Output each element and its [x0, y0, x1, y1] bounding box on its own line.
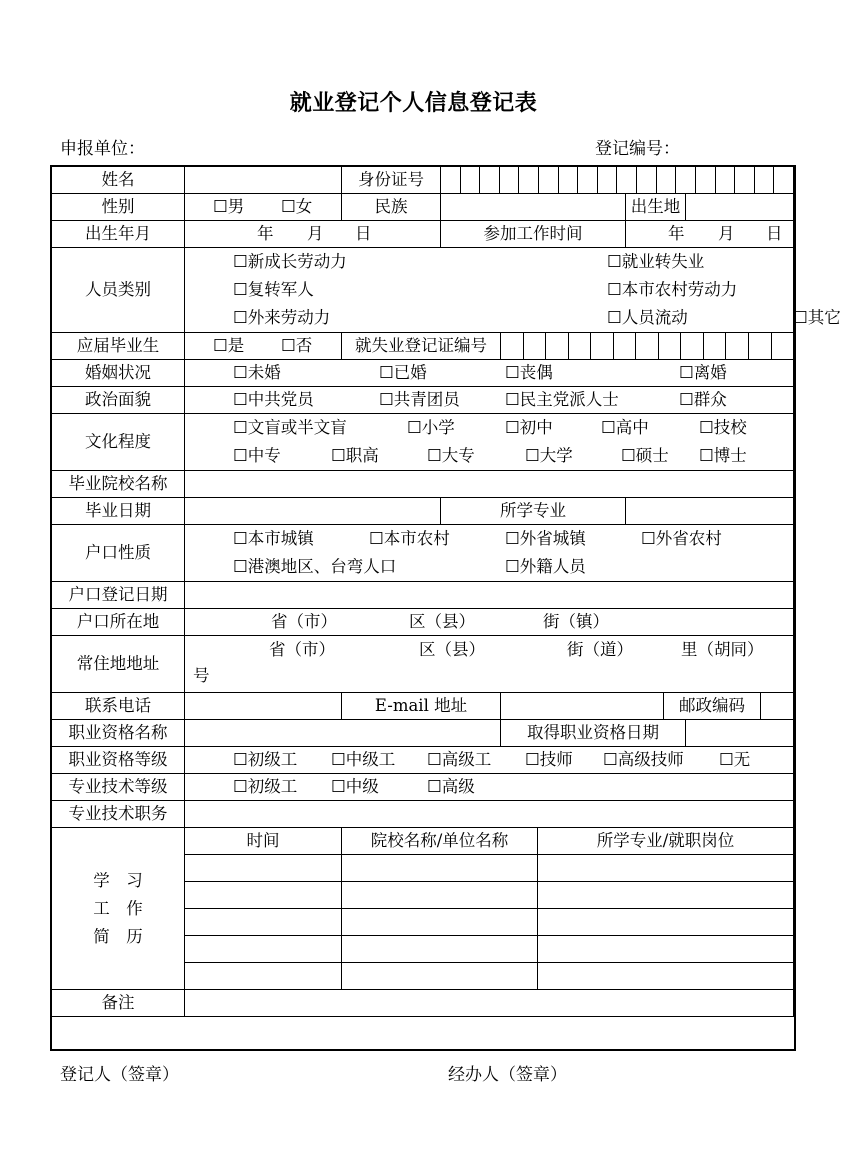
resume-school-cell[interactable] [342, 963, 538, 990]
hukou-district-unit: 区（县） [409, 612, 475, 631]
qual-name-field[interactable] [185, 720, 501, 747]
residence-field[interactable] [185, 636, 794, 693]
resume-time-cell[interactable] [185, 855, 342, 882]
political-options [185, 387, 794, 414]
resume-label-line3: 简 历 [93, 926, 143, 946]
qual-none-checkbox[interactable]: ☐无 [719, 750, 751, 769]
name-label: 姓名 [52, 167, 185, 194]
id-no-boxes[interactable] [441, 167, 794, 194]
category-new-labor-checkbox[interactable]: ☐新成长劳动力 [233, 252, 347, 271]
postcode-label: 邮政编码 [664, 693, 761, 720]
hukou-other-urban-checkbox[interactable]: ☐外省城镇 [505, 529, 586, 548]
phone-label: 联系电话 [52, 693, 185, 720]
qual-name-label: 职业资格名称 [52, 720, 185, 747]
residence-label: 常住地地址 [52, 636, 185, 693]
work-start-field[interactable] [626, 221, 794, 248]
work-day-unit: 日 [766, 224, 783, 243]
birth-month-unit: 月 [307, 224, 324, 243]
education-options [185, 414, 794, 471]
handler-signature-label: 经办人（签章） [448, 1065, 567, 1085]
grad-date-field[interactable] [185, 498, 441, 525]
resume-label-line2: 工 作 [93, 898, 143, 918]
hukou-hmt-checkbox[interactable]: ☐港澳地区、台弯人口 [233, 557, 397, 576]
hukou-date-label: 户口登记日期 [52, 582, 185, 609]
resume-major-cell[interactable] [538, 882, 794, 909]
hukou-province-unit: 省（市） [271, 612, 337, 631]
school-label: 毕业院校名称 [52, 471, 185, 498]
fresh-grad-yes-checkbox[interactable]: ☐是 [213, 336, 245, 355]
hukou-type-options [185, 525, 794, 582]
resume-school-cell[interactable] [342, 855, 538, 882]
category-unemployed-checkbox[interactable]: ☐就业转失业 [607, 252, 705, 271]
emp-cert-no-label: 就失业登记证编号 [342, 333, 501, 360]
category-veteran-checkbox[interactable]: ☐复转军人 [233, 280, 314, 299]
major-label: 所学专业 [441, 498, 626, 525]
gender-options [185, 194, 342, 221]
hukou-urban-checkbox[interactable]: ☐本市城镇 [233, 529, 314, 548]
res-lane-unit: 里（胡同） [681, 640, 764, 659]
category-migrant-checkbox[interactable]: ☐外来劳动力 [233, 308, 331, 327]
qual-date-field[interactable] [686, 720, 794, 747]
category-label: 人员类别 [52, 248, 185, 333]
resume-time-cell[interactable] [185, 936, 342, 963]
marital-divorced-checkbox[interactable]: ☐离婚 [679, 363, 727, 382]
emp-cert-no-boxes[interactable] [501, 333, 794, 360]
marital-widowed-checkbox[interactable]: ☐丧偶 [505, 363, 553, 382]
resume-major-cell[interactable] [538, 963, 794, 990]
resume-time-cell[interactable] [185, 909, 342, 936]
edu-senior-checkbox[interactable]: ☐高中 [601, 418, 649, 437]
resume-school-cell[interactable] [342, 882, 538, 909]
birth-year-unit: 年 [257, 224, 274, 243]
category-rural-checkbox[interactable]: ☐本市农村劳动力 [607, 280, 738, 299]
tech-title-field[interactable] [185, 801, 794, 828]
unit-label: 申报单位： [60, 139, 145, 159]
registrar-signature-label: 登记人（签章） [60, 1065, 179, 1085]
grad-date-label: 毕业日期 [52, 498, 185, 525]
political-masses-checkbox[interactable]: ☐群众 [679, 390, 727, 409]
qual-senior-checkbox[interactable]: ☐高级工 [427, 750, 492, 769]
tech-senior-checkbox[interactable]: ☐高级 [427, 777, 475, 796]
resume-school-cell[interactable] [342, 909, 538, 936]
edu-technical-checkbox[interactable]: ☐技校 [699, 418, 747, 437]
hukou-town-unit: 街（镇） [543, 612, 609, 631]
ethnicity-field[interactable] [441, 194, 626, 221]
hukou-loc-label: 户口所在地 [52, 609, 185, 636]
remarks-label: 备注 [52, 990, 185, 1017]
edu-master-checkbox[interactable]: ☐硕士 [621, 446, 669, 465]
ethnicity-label: 民族 [342, 194, 441, 221]
birthplace-field[interactable] [686, 194, 794, 221]
hukou-rural-checkbox[interactable]: ☐本市农村 [369, 529, 450, 548]
resume-major-cell[interactable] [538, 855, 794, 882]
res-province-unit: 省（市） [269, 640, 335, 659]
birthplace-label: 出生地 [626, 194, 686, 221]
work-month-unit: 月 [718, 224, 735, 243]
qual-date-label: 取得职业资格日期 [501, 720, 686, 747]
resume-major-cell[interactable] [538, 909, 794, 936]
hukou-foreign-checkbox[interactable]: ☐外籍人员 [505, 557, 586, 576]
registration-table [51, 166, 841, 1017]
political-label: 政治面貌 [52, 387, 185, 414]
res-street-unit: 街（道） [567, 640, 633, 659]
fresh-grad-options [185, 333, 342, 360]
category-options [185, 248, 841, 333]
education-label: 文化程度 [52, 414, 185, 471]
postcode-field[interactable] [761, 693, 794, 720]
remarks-field[interactable] [185, 990, 794, 1017]
tech-title-label: 专业技术职务 [52, 801, 185, 828]
email-field[interactable] [501, 693, 664, 720]
birth-date-label: 出生年月 [52, 221, 185, 248]
marital-label: 婚姻状况 [52, 360, 185, 387]
hukou-other-rural-checkbox[interactable]: ☐外省农村 [641, 529, 722, 548]
resume-header-time: 时间 [185, 828, 342, 855]
edu-university-checkbox[interactable]: ☐大学 [525, 446, 573, 465]
fresh-grad-label: 应届毕业生 [52, 333, 185, 360]
resume-time-cell[interactable] [185, 963, 342, 990]
phone-field[interactable] [185, 693, 342, 720]
resume-header-school: 院校名称/单位名称 [342, 828, 538, 855]
gender-male-checkbox[interactable]: ☐男 [213, 197, 245, 216]
res-district-unit: 区（县） [419, 640, 485, 659]
qual-senior-technician-checkbox[interactable]: ☐高级技师 [603, 750, 684, 769]
major-field[interactable] [626, 498, 794, 525]
qual-junior-checkbox[interactable]: ☐初级工 [233, 750, 298, 769]
marital-married-checkbox[interactable]: ☐已婚 [379, 363, 427, 382]
form-title: 就业登记个人信息登记表 [289, 90, 538, 116]
resume-header-major: 所学专业/就职岗位 [538, 828, 794, 855]
id-no-label: 身份证号 [342, 167, 441, 194]
category-other-checkbox[interactable]: ☐其它 [793, 308, 841, 327]
political-cpc-checkbox[interactable]: ☐中共党员 [233, 390, 314, 409]
birth-day-unit: 日 [355, 224, 372, 243]
qual-level-options [185, 747, 794, 774]
marital-single-checkbox[interactable]: ☐未婚 [233, 363, 281, 382]
resume-time-cell[interactable] [185, 882, 342, 909]
tech-intermediate-checkbox[interactable]: ☐中级 [331, 777, 379, 796]
name-field[interactable] [185, 167, 342, 194]
gender-female-checkbox[interactable]: ☐女 [281, 197, 313, 216]
edu-illiterate-checkbox[interactable]: ☐文盲或半文盲 [233, 418, 347, 437]
email-label: E-mail 地址 [342, 693, 501, 720]
category-mobile-checkbox[interactable]: ☐人员流动 [607, 308, 688, 327]
res-number-unit: 号 [193, 666, 210, 685]
tech-level-options [185, 774, 794, 801]
edu-primary-checkbox[interactable]: ☐小学 [407, 418, 455, 437]
hukou-type-label: 户口性质 [52, 525, 185, 582]
tech-junior-checkbox[interactable]: ☐初级工 [233, 777, 298, 796]
work-start-label: 参加工作时间 [441, 221, 626, 248]
qual-technician-checkbox[interactable]: ☐技师 [525, 750, 573, 769]
reg-no-label: 登记编号： [595, 139, 680, 159]
hukou-date-field[interactable] [185, 582, 794, 609]
qual-level-label: 职业资格等级 [52, 747, 185, 774]
qual-intermediate-checkbox[interactable]: ☐中级工 [331, 750, 396, 769]
school-field[interactable] [185, 471, 794, 498]
gender-label: 性别 [52, 194, 185, 221]
hukou-loc-field[interactable] [185, 609, 794, 636]
tech-level-label: 专业技术等级 [52, 774, 185, 801]
edu-secondary-checkbox[interactable]: ☐中专 [233, 446, 281, 465]
resume-major-cell[interactable] [538, 936, 794, 963]
edu-vocational-checkbox[interactable]: ☐职高 [331, 446, 379, 465]
marital-options [185, 360, 794, 387]
work-year-unit: 年 [668, 224, 685, 243]
resume-label [52, 828, 185, 990]
political-league-checkbox[interactable]: ☐共青团员 [379, 390, 460, 409]
fresh-grad-no-checkbox[interactable]: ☐否 [281, 336, 313, 355]
edu-college-checkbox[interactable]: ☐大专 [427, 446, 475, 465]
birth-date-field[interactable] [185, 221, 441, 248]
edu-junior-checkbox[interactable]: ☐初中 [505, 418, 553, 437]
edu-doctor-checkbox[interactable]: ☐博士 [699, 446, 747, 465]
political-democratic-checkbox[interactable]: ☐民主党派人士 [505, 390, 619, 409]
resume-label-line1: 学 习 [93, 870, 143, 890]
resume-school-cell[interactable] [342, 936, 538, 963]
